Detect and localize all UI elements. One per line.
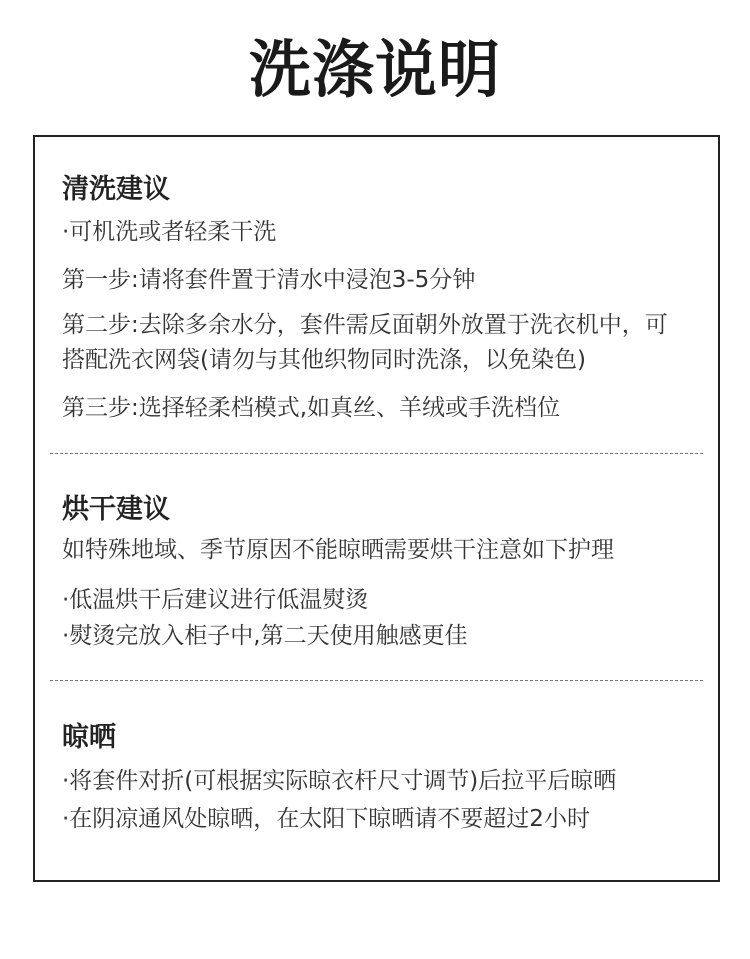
instruction-line: ·将套件对折(可根据实际晾衣杆尺寸调节)后拉平后晾晒 xyxy=(62,768,617,794)
page-title: 洗涤说明 xyxy=(248,33,501,106)
section-heading-drying: 烘干建议 xyxy=(62,494,170,525)
instruction-line: ·熨烫完放入柜子中,第二天使用触感更佳 xyxy=(62,623,468,649)
instruction-line: 第一步:请将套件置于清水中浸泡3-5分钟 xyxy=(62,267,476,293)
dashed-divider xyxy=(50,453,703,454)
instruction-line: ·可机洗或者轻柔干洗 xyxy=(62,219,277,245)
instruction-line: ·低温烘干后建议进行低温熨烫 xyxy=(62,587,369,613)
dashed-divider xyxy=(50,680,703,681)
instructions-box xyxy=(33,135,720,882)
instruction-line: 第三步:选择轻柔档模式,如真丝、羊绒或手洗档位 xyxy=(62,395,561,421)
instruction-line: 第二步:去除多余水分，套件需反面朝外放置于洗衣机中，可 xyxy=(62,312,668,338)
instruction-line: 如特殊地域、季节原因不能晾晒需要烘干注意如下护理 xyxy=(62,537,614,563)
section-heading-washing: 清洗建议 xyxy=(62,174,170,205)
instruction-line: ·在阴凉通风处晾晒，在太阳下晾晒请不要超过2小时 xyxy=(62,806,590,832)
section-heading-air-drying: 晾晒 xyxy=(62,722,116,753)
instruction-line: 搭配洗衣网袋(请勿与其他织物同时洗涤，以免染色) xyxy=(62,347,586,373)
